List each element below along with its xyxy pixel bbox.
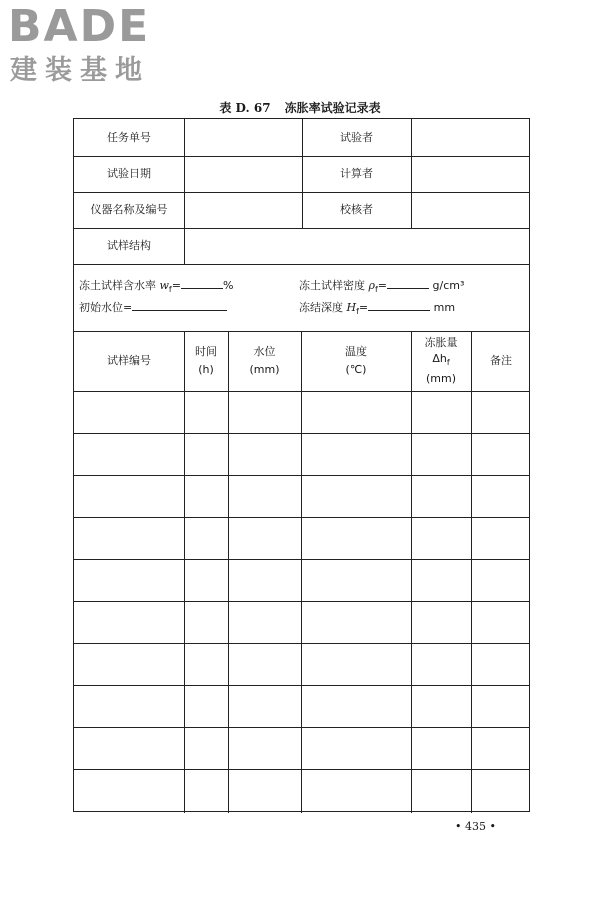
table-name: 冻胀率试验记录表 [284,101,381,115]
table-number: 表 D. 67 [219,101,271,115]
tester-label: 试验者 [340,130,373,144]
col-specimen-number: 试样编号 [107,354,151,367]
page-number: • 435 • [455,820,496,833]
col-time: 时间 (h) [195,345,217,376]
col-remark: 备注 [490,354,512,367]
task-number-label: 任务单号 [107,130,151,144]
instrument-label: 仪器名称及编号 [90,203,168,216]
logo-brand: BADE [8,1,151,52]
table-title [0,99,600,116]
record-form [73,118,530,812]
frozen-depth-field: 冻结深度 $H_f=$ mm [299,301,456,317]
specimen-structure-label: 试样结构 [107,239,151,252]
col-temperature: 温度 (℃) [345,345,367,376]
col-frost-heave: 冻胀量 $\Delta h_f$ (mm) [424,335,458,386]
bade-logo [6,2,176,92]
col-water-level: 水位 (mm) [249,345,280,376]
checker-label: 校核者 [340,203,373,216]
test-date-label: 试验日期 [107,167,151,180]
moisture-content-field: 冻土试样含水率 $w_f=$ % [79,279,234,295]
density-field: 冻土试样密度 $\rho_f= g/cm^3$ [299,279,465,295]
initial-water-level-field: 初始水位= [79,300,227,315]
logo-subtitle: 建装基地 [10,55,150,86]
calculator-label: 计算者 [340,167,373,180]
